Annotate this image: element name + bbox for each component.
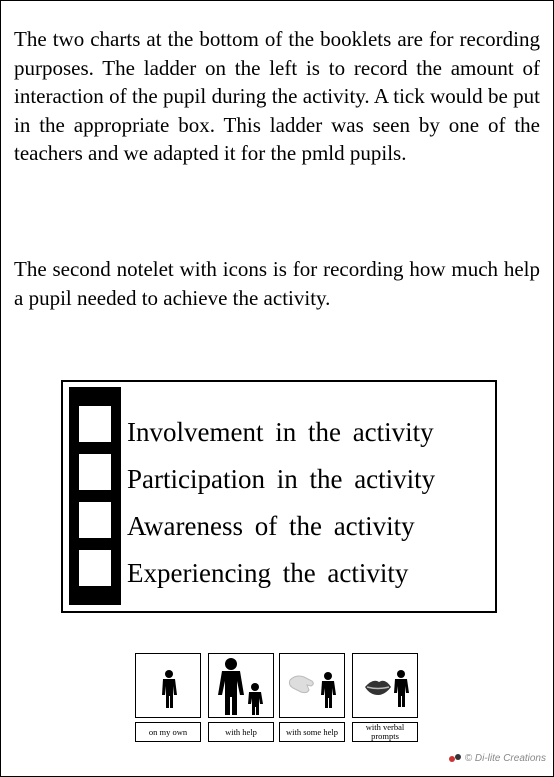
level-involvement: Involvement in the activity: [127, 417, 434, 447]
intro-paragraph: The two charts at the bottom of the booklets are for recording purposes. The ladder on the left is to record the amount of interaction of the pupil during the activity. A tick would be put in the appropriate box. This ladder was seen by one of the teachers and we adapted it for the pmld pupils.: [14, 27, 540, 166]
second-paragraph: The second notelet with icons is for recording how much help a pupil needed to achieve the activity.: [14, 257, 540, 310]
help-item-with-some-help: [279, 653, 345, 742]
credit-line: [448, 752, 546, 764]
ladder-icon: [69, 387, 121, 605]
hand-and-child-icon: [280, 654, 344, 717]
person-alone-icon: [136, 654, 200, 717]
level-experiencing: Experiencing the activity: [127, 558, 409, 588]
level-participation: Participation in the activity: [127, 464, 436, 494]
logo-icon: [448, 752, 462, 764]
help-label: on my own: [135, 722, 201, 742]
interaction-ladder-chart: [61, 380, 497, 613]
help-label: with some help: [279, 722, 345, 742]
help-label: with verbal prompts: [352, 722, 418, 742]
help-item-with-verbal-prompts: [352, 653, 418, 742]
help-item-with-help: [208, 653, 274, 742]
lips-and-child-icon: [353, 654, 417, 717]
help-item-on-my-own: [135, 653, 201, 742]
level-awareness: Awareness of the activity: [127, 511, 415, 541]
ladder-levels: [127, 409, 435, 597]
credit-text: © Di-lite Creations: [464, 752, 546, 764]
help-label: with help: [208, 722, 274, 742]
adult-and-child-icon: [209, 654, 273, 717]
